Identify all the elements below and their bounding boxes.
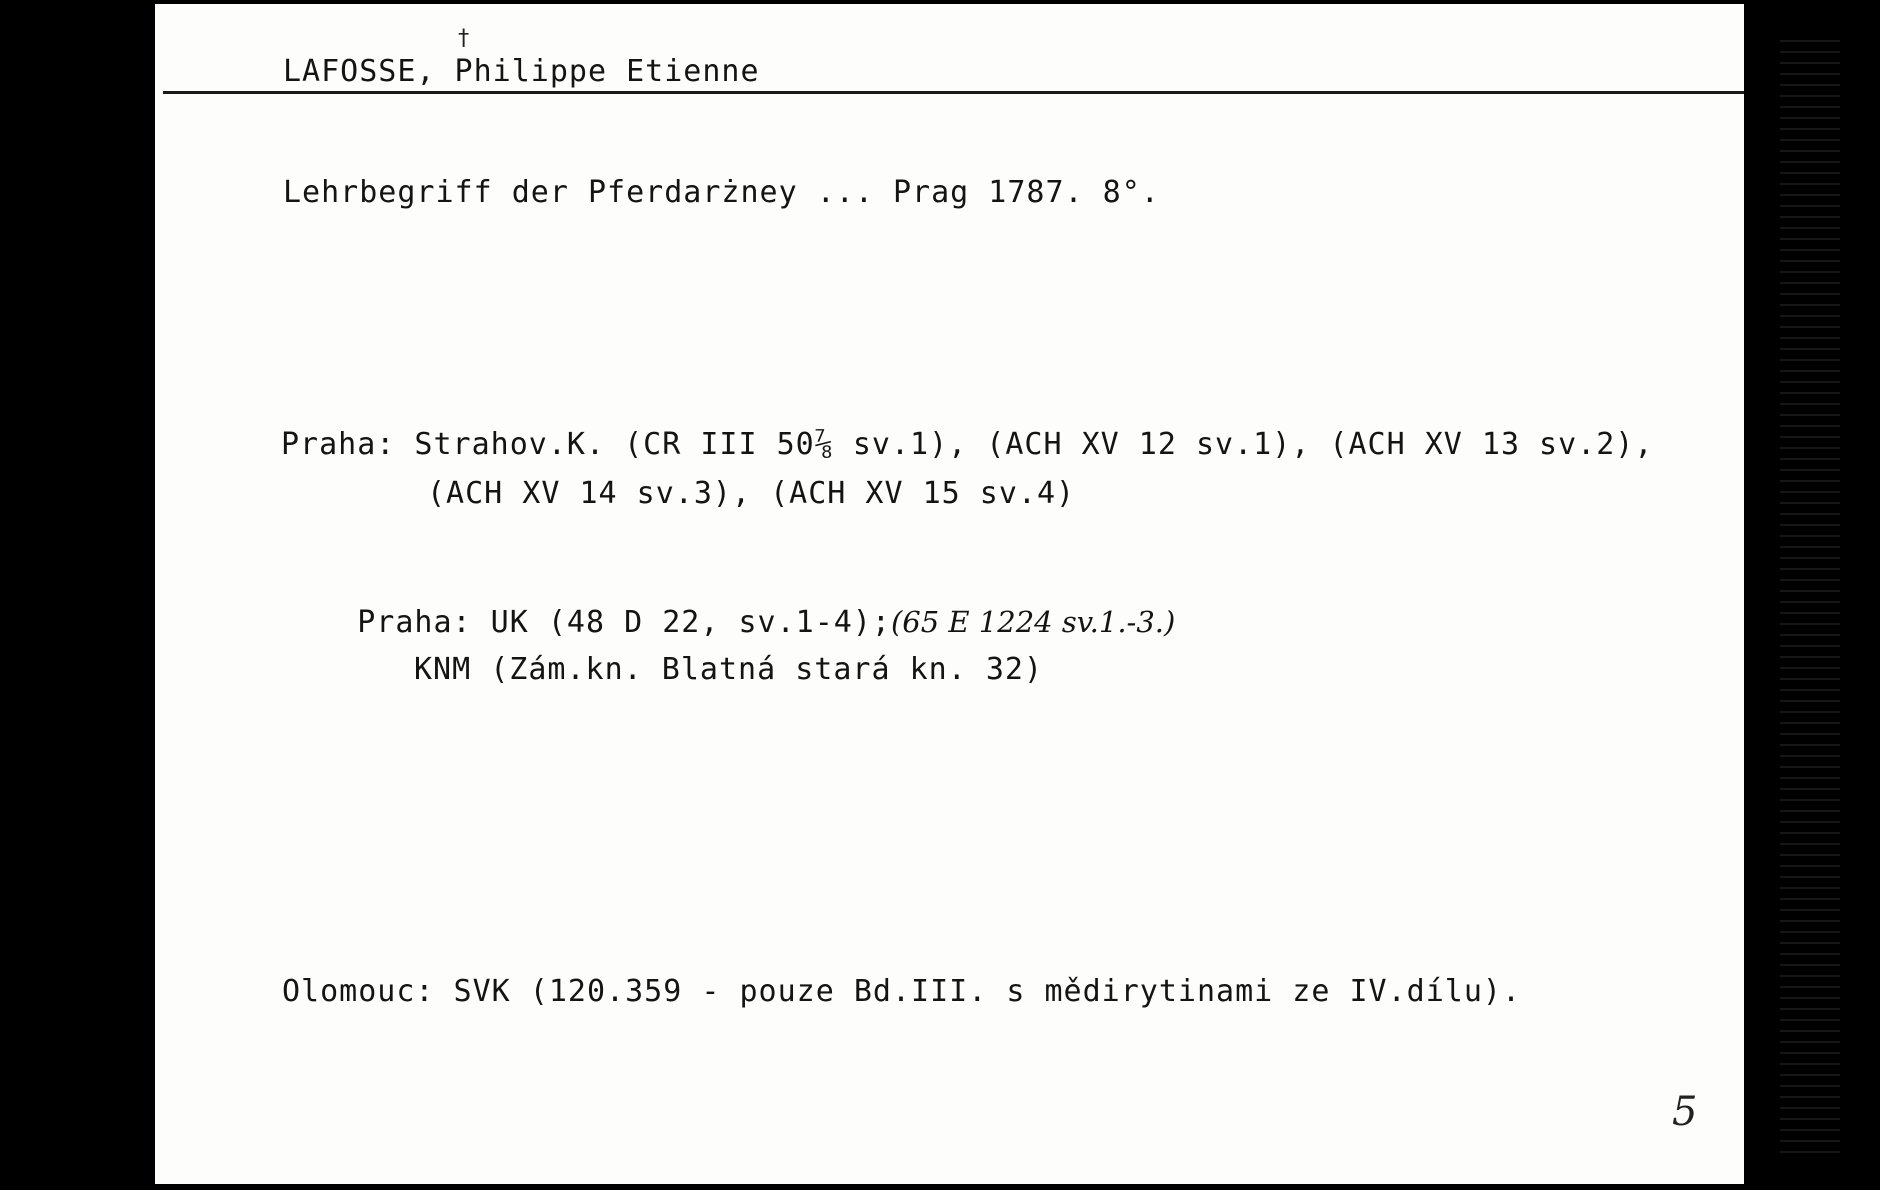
heading-rule — [163, 91, 1744, 94]
holding-knm: KNM (Zám.kn. Blatná stará kn. 32) — [414, 652, 1044, 687]
holding-praha-uk-handwritten: (65 E 1224 sv.1.-3.) — [890, 605, 1176, 639]
deceased-dagger-mark: † — [457, 26, 471, 51]
book-title: Lehrbegriff der Pferdarżney ... Prag 1787. 8°. — [283, 175, 1160, 210]
holding-praha-strahov-line2: (ACH XV 14 sv.3), (ACH XV 15 sv.4) — [427, 476, 1076, 511]
catalog-card — [155, 4, 1744, 1184]
holding-praha-strahov-line1: Praha: Strahov.K. (CR III 50⅞ sv.1), (ACH XV 12 sv.1), (ACH XV 13 sv.2), — [281, 427, 1654, 462]
page-number-mark: 5 — [1672, 1089, 1698, 1135]
holding-olomouc: Olomouc: SVK (120.359 - pouze Bd.III. s mědirytinami ze IV.dílu). — [282, 974, 1521, 1009]
holding-praha-uk-typed: Praha: UK (48 D 22, sv.1-4); — [357, 605, 891, 640]
author-heading: LAFOSSE, Philippe Etienne — [283, 54, 760, 89]
scan-edge-noise — [1780, 40, 1840, 1160]
